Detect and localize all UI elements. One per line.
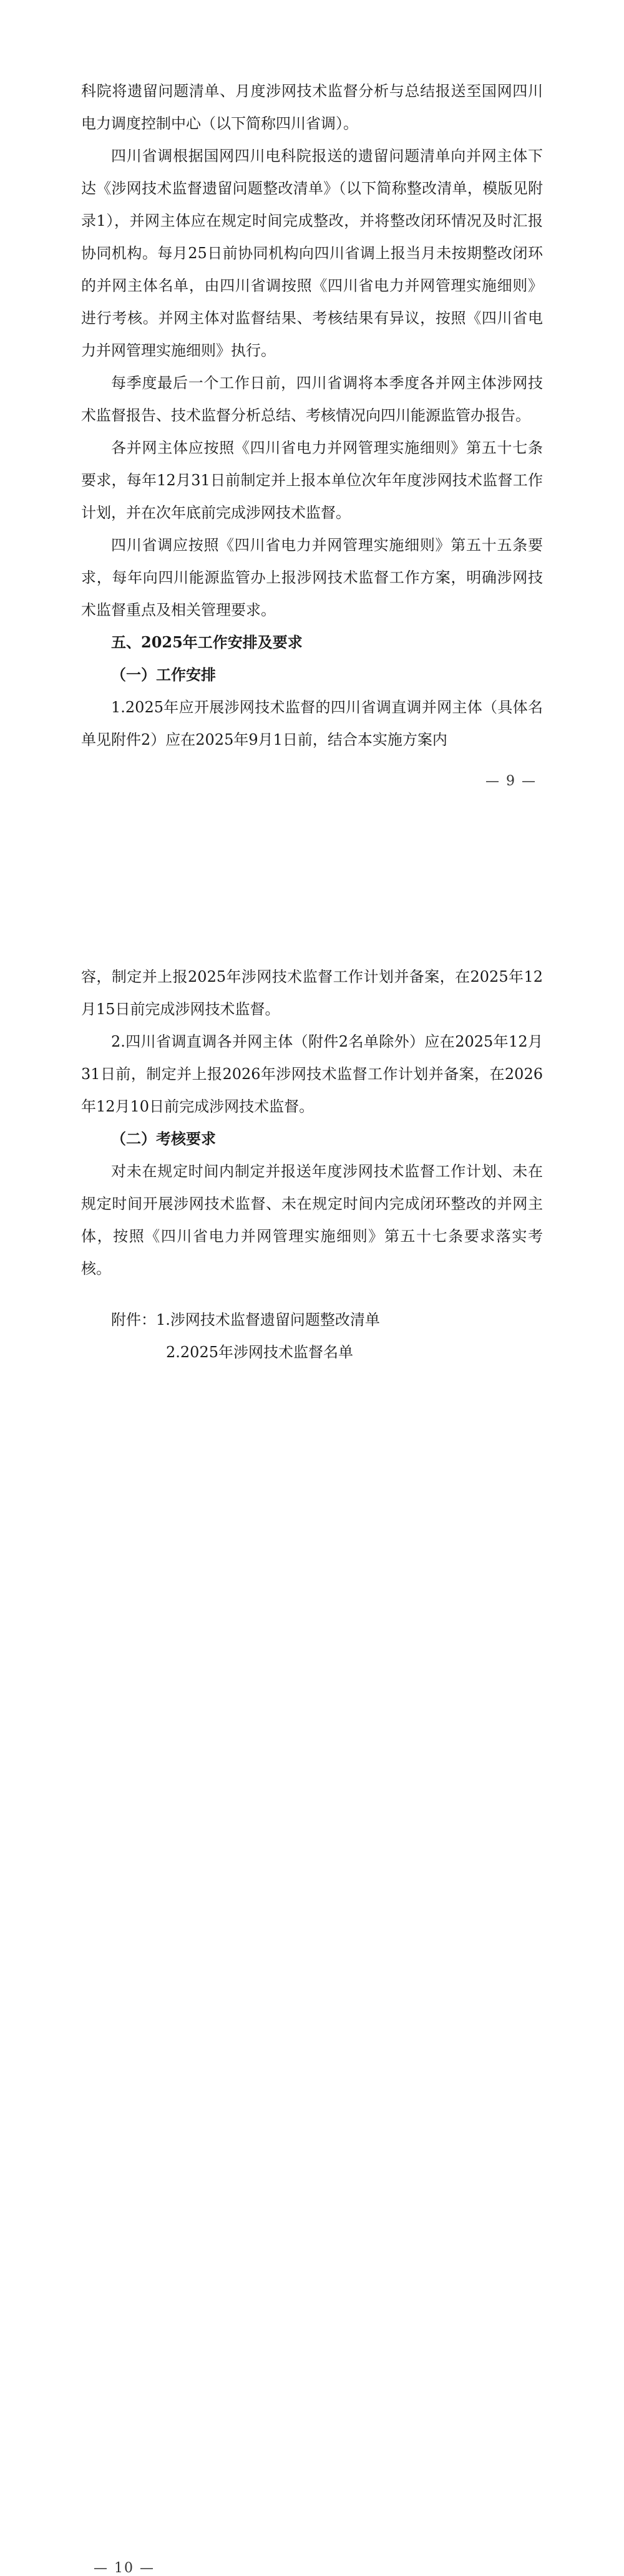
- paragraph-continuation: 科院将遗留问题清单、月度涉网技术监督分析与总结报送至国网四川电力调度控制中心（以下简称四川省调）。: [81, 82, 543, 132]
- document-page-10: [0, 836, 624, 2576]
- page-number: — 9 —: [485, 773, 537, 789]
- subheading-work-arrangement: （一）工作安排: [111, 666, 216, 684]
- paragraph-annual-plan: 各并网主体应按照《四川省电力并网管理实施细则》第五十七条要求，每年12月31日前制定并上报本单位次年年度涉网技术监督工作计划，并在次年底前完成涉网技术监督。: [81, 439, 543, 521]
- section-heading: 五、2025年工作安排及要求: [111, 633, 303, 651]
- page-9-body: [81, 75, 543, 756]
- page-10-body: [81, 961, 543, 1368]
- paragraph-work-scheme: 四川省调应按照《四川省电力并网管理实施细则》第五十五条要求，每年向四川能源监管办上报涉网技术监督工作方案，明确涉网技术监督重点及相关管理要求。: [81, 536, 543, 619]
- paragraph-rectification-list: 四川省调根据国网四川电科院报送的遗留问题清单向并网主体下达《涉网技术监督遗留问题整改清单》（以下简称整改清单，模版见附录1），并网主体应在规定时间完成整改，并将整改闭环情况及时汇报协同机构。每月25日前协同机构向四川省调上报当月未按期整改闭环的并网主体名单，由四川省调按照《四川省电力并网管理实施细则》进行考核。并网主体对监督结果、考核结果有异议，按照《四川省电力并网管理实施细则》执行。: [81, 147, 543, 359]
- item-2: 2.四川省调直调各并网主体（附件2名单除外）应在2025年12月31日前，制定并上报2026年涉网技术监督工作计划并备案，在2026年12月10日前完成涉网技术监督。: [81, 1033, 543, 1115]
- attachment-2: 2.2025年涉网技术监督名单: [166, 1344, 353, 1361]
- item-1-end: 容，制定并上报2025年涉网技术监督工作计划并备案，在2025年12月15日前完成涉网技术监督。: [81, 968, 543, 1018]
- page-number: — 10 —: [94, 2560, 155, 2576]
- item-1-start: 1.2025年应开展涉网技术监督的四川省调直调并网主体（具体名单见附件2）应在2025年9月1日前，结合本实施方案内: [81, 699, 543, 748]
- paragraph-quarterly-report: 每季度最后一个工作日前，四川省调将本季度各并网主体涉网技术监督报告、技术监督分析总结、考核情况向四川能源监管办报告。: [81, 374, 543, 424]
- attachment-1: 附件：1.涉网技术监督遗留问题整改清单: [111, 1311, 380, 1329]
- document-page-9: [0, 0, 624, 811]
- spacer: [81, 1285, 543, 1304]
- subheading-assessment: （二）考核要求: [111, 1130, 216, 1148]
- paragraph-assessment: 对未在规定时间内制定并报送年度涉网技术监督工作计划、未在规定时间开展涉网技术监督、未在规定时间内完成闭环整改的并网主体，按照《四川省电力并网管理实施细则》第五十七条要求落实考核。: [81, 1163, 543, 1277]
